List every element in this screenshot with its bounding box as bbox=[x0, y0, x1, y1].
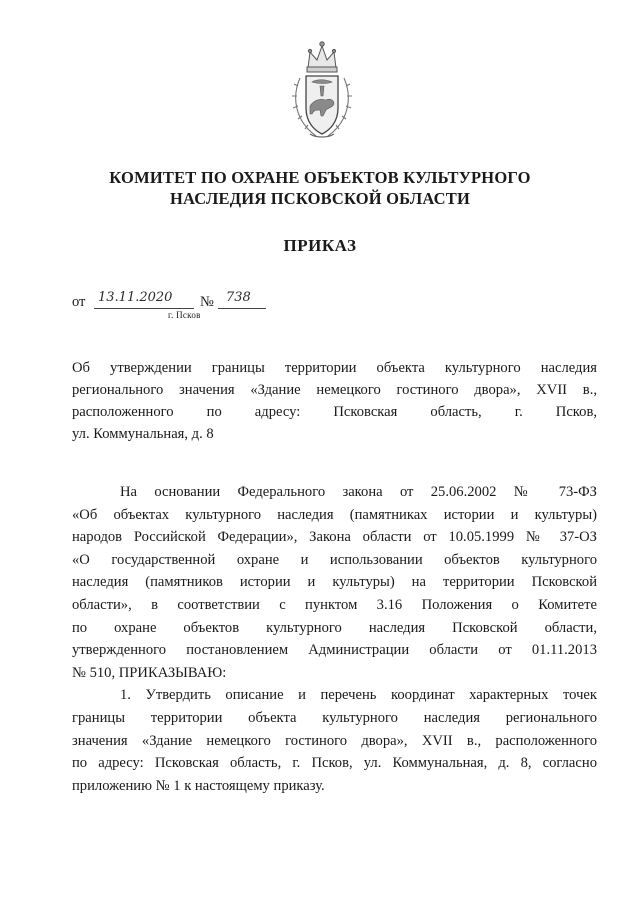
body-line: «О государственной охране и использовании объектов культурного bbox=[72, 551, 597, 568]
body-line: области», в соответствии с пунктом 3.16 Положения о Комитете bbox=[72, 596, 597, 613]
title-line: Об утверждении границы территории объекта культурного наследия bbox=[72, 360, 597, 376]
pskov-coat-of-arms-icon bbox=[290, 38, 354, 142]
body-line: по адресу: Псковская область, г. Псков, ул. Коммунальная, д. 8, согласно bbox=[72, 755, 597, 772]
body-line: народов Российской Федерации», Закона области от 10.05.1999 № 37-ОЗ bbox=[72, 529, 597, 546]
body-line: наследия (памятников истории и культуры) на территории Псковской bbox=[72, 574, 597, 591]
body-line: приложению № 1 к настоящему приказу. bbox=[72, 777, 325, 794]
org-name-line2: НАСЛЕДИЯ ПСКОВСКОЙ ОБЛАСТИ bbox=[169, 189, 471, 208]
number-underline bbox=[218, 308, 266, 309]
body-line: № 510, ПРИКАЗЫВАЮ: bbox=[72, 664, 227, 681]
body-line: 1. Утвердить описание и перечень координат характерных точек bbox=[120, 687, 597, 704]
title-line: ул. Коммунальная, д. 8 bbox=[72, 426, 214, 442]
org-name-line1: КОМИТЕТ ПО ОХРАНЕ ОБЪЕКТОВ КУЛЬТУРНОГО bbox=[109, 168, 531, 187]
number-value: 738 bbox=[226, 290, 251, 305]
doc-type-title: ПРИКАЗ bbox=[283, 236, 357, 255]
body-line: значения «Здание немецкого гостиного двора», XVII в., расположенного bbox=[72, 732, 597, 749]
order-body bbox=[72, 481, 597, 797]
title-line: регионального значения «Здание немецкого гостиного двора», XVII в., bbox=[72, 382, 597, 398]
body-line: границы территории объекта культурного наследия регионального bbox=[72, 709, 597, 726]
date-prefix: от bbox=[72, 294, 86, 310]
date-underline bbox=[94, 308, 194, 309]
number-prefix: № bbox=[200, 294, 214, 310]
title-line: расположенного по адресу: Псковская область, г. Псков, bbox=[72, 404, 597, 420]
body-line: «Об объектах культурного наследия (памятниках истории и культуры) bbox=[72, 506, 597, 523]
body-line: На основании Федерального закона от 25.06.2002 № 73-ФЗ bbox=[120, 484, 597, 500]
date-value: 13.11.2020 bbox=[98, 290, 173, 305]
body-line: по охране объектов культурного наследия Псковской области, bbox=[72, 619, 597, 636]
body-line: утвержденного постановлением Администрации области от 01.11.2013 bbox=[72, 642, 597, 659]
order-title bbox=[72, 357, 597, 445]
place-label: г. Псков bbox=[168, 310, 201, 320]
